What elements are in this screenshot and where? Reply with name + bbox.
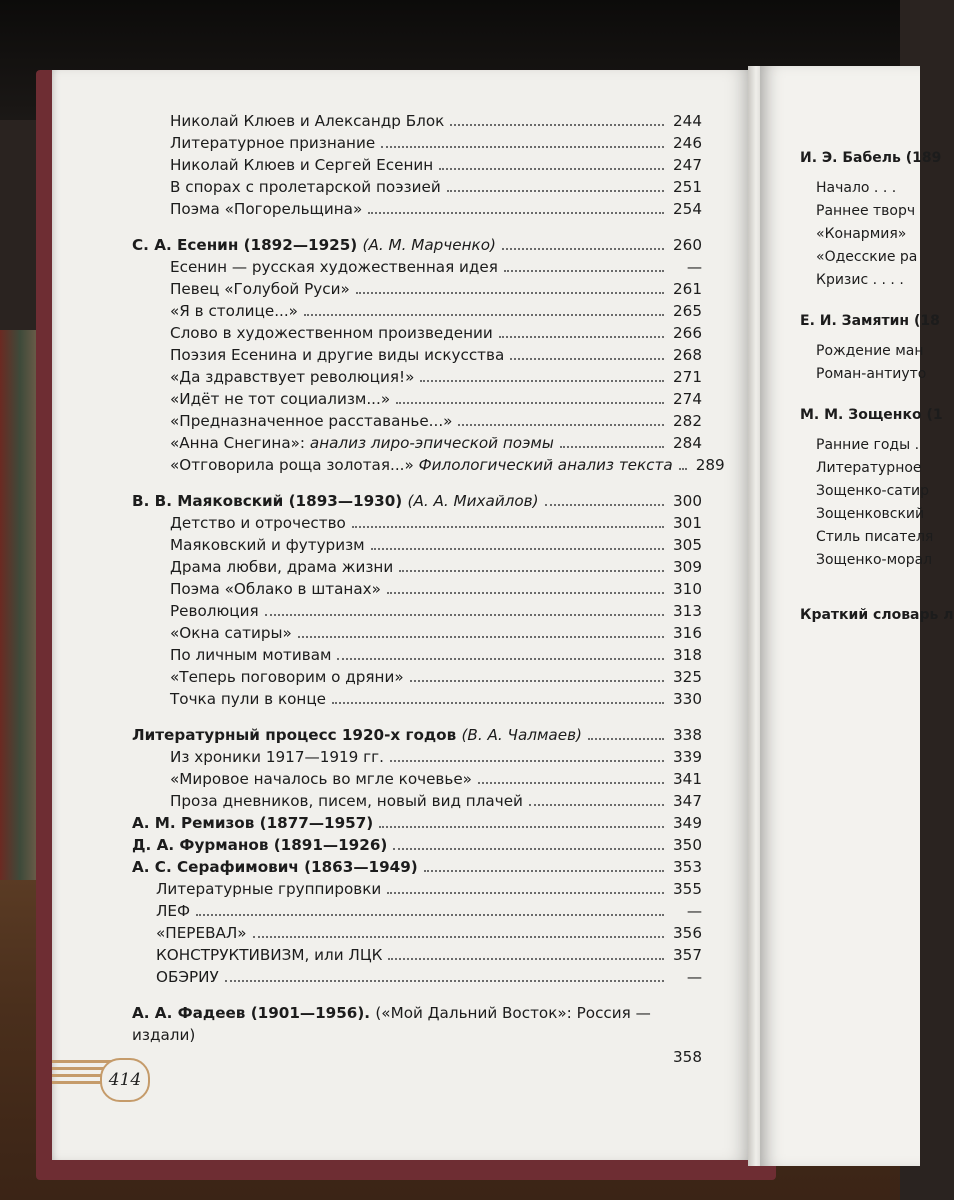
toc-entry (78, 324, 702, 346)
toc-entry: Зощенко-морал (816, 552, 933, 568)
toc-title-text: КОНСТРУКТИВИЗМ, или ЛЦК (156, 946, 383, 964)
toc-entry: Литературное (816, 460, 922, 476)
toc-leader-dots (529, 804, 664, 806)
toc-entry (78, 1048, 702, 1070)
toc-entry-title (170, 302, 302, 320)
toc-chapter (78, 814, 702, 836)
toc-title-text: Литературные группировки (156, 880, 382, 898)
toc-chapter: Краткий словарь л (800, 607, 954, 623)
toc-title-text: Слово в художественном произведении (170, 324, 493, 342)
toc-page-number: 339 (673, 748, 702, 766)
toc-entry-title (156, 946, 386, 964)
toc-entry (78, 536, 702, 558)
toc-title-text: Певец «Голубой Руси» (170, 280, 350, 298)
toc-entry-title (132, 236, 500, 254)
toc-leader-dots (504, 270, 664, 272)
toc-entry-title (170, 690, 330, 708)
toc-leader-dots (396, 402, 664, 404)
toc-entry-title (170, 770, 476, 788)
toc-entry-title (170, 624, 296, 642)
toc-title-text: Революция (170, 602, 259, 620)
toc-entry (78, 946, 702, 968)
toc-title-text: «Отговорила роща золотая...» (170, 456, 414, 474)
table-of-contents (78, 112, 725, 1070)
toc-title-text: С. А. Есенин (1892—1925) (132, 236, 358, 254)
toc-entry-title (170, 580, 385, 598)
toc-leader-dots (337, 658, 664, 660)
toc-title-text: Есенин — русская художественная идея (170, 258, 498, 276)
toc-page-number: 268 (673, 346, 702, 364)
toc-entry-title (156, 968, 223, 986)
toc-entry: Раннее творч (816, 203, 916, 219)
toc-chapter (78, 726, 702, 748)
toc-title-text: Поэзия Есенина и другие виды искусства (170, 346, 505, 364)
toc-entry-title (132, 1004, 655, 1022)
toc-title-text: Маяковский и футуризм (170, 536, 365, 554)
toc-title-text: ОБЭРИУ (156, 968, 219, 986)
toc-page-number: 265 (673, 302, 702, 320)
toc-title-text: «Анна Снегина»: (170, 434, 306, 452)
toc-page-number: 246 (673, 134, 702, 152)
toc-entry-title (170, 668, 408, 686)
toc-title-text: Николай Клюев и Сергей Есенин (170, 156, 434, 174)
toc-page-number: 313 (673, 602, 702, 620)
toc-leader-dots (447, 190, 664, 192)
toc-entry-title (170, 156, 437, 174)
toc-leader-dots (499, 336, 664, 338)
toc-page-number: — (686, 968, 702, 986)
toc-entry-title (170, 646, 335, 664)
toc-title-text: Из хроники 1917—1919 гг. (170, 748, 384, 766)
toc-title-text: Точка пули в конце (170, 690, 327, 708)
toc-title-italic: Филологический анализ текста (418, 456, 673, 474)
toc-page-number: 325 (673, 668, 702, 686)
toc-entry-title (170, 748, 388, 766)
toc-chapter: М. М. Зощенко (1 (800, 407, 943, 423)
toc-chapter (78, 1004, 702, 1026)
toc-title-text: «Мировое началось во мгле кочевье» (170, 770, 472, 788)
toc-page-number: 357 (673, 946, 702, 964)
toc-entry (78, 456, 725, 478)
toc-title-text: Николай Клюев и Александр Блок (170, 112, 445, 130)
toc-page-number: 316 (673, 624, 702, 642)
toc-entry (78, 434, 702, 456)
toc-entry (78, 558, 702, 580)
toc-entry (78, 690, 702, 712)
toc-entry: Зощенко-сатир (816, 483, 929, 499)
toc-leader-dots (424, 870, 664, 872)
toc-title-text: «Окна сатиры» (170, 624, 292, 642)
toc-entry-title (170, 178, 445, 196)
toc-title-text: «Да здравствует революция!» (170, 368, 415, 386)
toc-author: (А. А. Михайлов) (407, 492, 539, 510)
toc-author: (А. М. Марченко) (362, 236, 496, 254)
toc-entry: Ранние годы . (816, 437, 920, 453)
toc-title-text: Поэма «Погорельщина» (170, 200, 363, 218)
toc-entry-title (170, 200, 366, 218)
toc-entry: Рождение ман (816, 343, 924, 359)
toc-leader-dots (560, 446, 664, 448)
toc-entry (78, 792, 702, 814)
toc-page-number: 282 (673, 412, 702, 430)
toc-entry (78, 770, 702, 792)
toc-entry-continuation: издали) (132, 1026, 196, 1044)
toc-entry-title (170, 346, 508, 364)
toc-leader-dots (352, 526, 664, 528)
toc-title-text: Драма любви, драма жизни (170, 558, 394, 576)
toc-leader-dots (371, 548, 664, 550)
toc-leader-dots (439, 168, 664, 170)
toc-entry-title (132, 858, 422, 876)
toc-page-number: 251 (673, 178, 702, 196)
toc-leader-dots (420, 380, 664, 382)
toc-page-number: 310 (673, 580, 702, 598)
toc-page-number: 301 (673, 514, 702, 532)
toc-leader-dots (545, 504, 664, 506)
toc-leader-dots (502, 248, 664, 250)
toc-title-text: Детство и отрочество (170, 514, 346, 532)
toc-leader-dots (253, 936, 664, 938)
toc-title-text: «Идёт не тот социализм...» (170, 390, 391, 408)
toc-leader-dots (390, 760, 664, 762)
toc-page-number: 274 (673, 390, 702, 408)
toc-page-number: 266 (673, 324, 702, 342)
toc-entry-title (170, 280, 354, 298)
toc-entry (78, 602, 702, 624)
toc-title-text: А. М. Ремизов (1877—1957) (132, 814, 374, 832)
toc-page-number: 309 (673, 558, 702, 576)
toc-page-number: 260 (673, 236, 702, 254)
toc-entry (78, 902, 702, 924)
toc-entry (78, 924, 702, 946)
toc-entry (78, 968, 702, 990)
toc-page-number: 261 (673, 280, 702, 298)
toc-spacer (78, 478, 702, 492)
toc-leader-dots (332, 702, 664, 704)
toc-entry (78, 390, 702, 412)
toc-leader-dots (304, 314, 664, 316)
toc-page-number: 330 (673, 690, 702, 708)
toc-leader-dots (388, 958, 664, 960)
toc-entry-title (132, 836, 391, 854)
toc-entry-title (170, 602, 263, 620)
toc-page-number: 349 (673, 814, 702, 832)
toc-page-number: 353 (673, 858, 702, 876)
toc-entry: Роман-антиуто (816, 366, 927, 382)
toc-entry: Начало . . . (816, 180, 897, 196)
toc-title-text: «ПЕРЕВАЛ» (156, 924, 247, 942)
toc-entry (78, 112, 702, 134)
toc-page-number: 338 (673, 726, 702, 744)
toc-leader-dots (387, 592, 664, 594)
toc-entry-title (170, 112, 448, 130)
toc-page-number: 244 (673, 112, 702, 130)
toc-entry-title (170, 134, 379, 152)
toc-leader-dots (298, 636, 664, 638)
toc-leader-dots (265, 614, 664, 616)
toc-entry (78, 624, 702, 646)
toc-entry (78, 748, 702, 770)
toc-page-number: 347 (673, 792, 702, 810)
toc-entry-title (170, 324, 497, 342)
toc-title-text: «Предназначенное расставанье...» (170, 412, 453, 430)
toc-page-number: 355 (673, 880, 702, 898)
toc-entry-title (132, 492, 543, 510)
toc-page-number: 341 (673, 770, 702, 788)
toc-author: (В. А. Чалмаев) (461, 726, 582, 744)
toc-leader-dots (399, 570, 664, 572)
toc-entry-title (170, 368, 418, 386)
toc-entry (78, 346, 702, 368)
toc-entry (78, 302, 702, 324)
toc-entry: Стиль писателя (816, 529, 934, 545)
toc-entry-title (170, 258, 502, 276)
toc-entry-title (170, 412, 456, 430)
toc-entry (78, 280, 702, 302)
toc-title-text: Проза дневников, писем, новый вид плачей (170, 792, 523, 810)
page-number: 414 (100, 1058, 150, 1102)
toc-entry-title (170, 536, 369, 554)
toc-page-number: — (686, 258, 702, 276)
toc-leader-dots (588, 738, 664, 740)
toc-entry (78, 178, 702, 200)
toc-leader-dots (679, 468, 687, 470)
toc-leader-dots (478, 782, 664, 784)
toc-entry-title (170, 558, 397, 576)
toc-title-text: Д. А. Фурманов (1891—1926) (132, 836, 388, 854)
toc-entry-title (170, 792, 527, 810)
toc-leader-dots (458, 424, 664, 426)
toc-entry (78, 134, 702, 156)
toc-entry-title (132, 814, 377, 832)
toc-entry-title (156, 902, 194, 920)
toc-title-text: Литературное признание (170, 134, 376, 152)
toc-entry (78, 514, 702, 536)
toc-entry (78, 200, 702, 222)
toc-entry (78, 580, 702, 602)
toc-leader-dots (387, 892, 664, 894)
toc-entry-title (156, 924, 251, 942)
toc-page-number: 254 (673, 200, 702, 218)
toc-entry-title (170, 514, 350, 532)
toc-page-number: 350 (673, 836, 702, 854)
toc-entry (78, 368, 702, 390)
toc-leader-dots (381, 146, 664, 148)
toc-leader-dots (196, 914, 664, 916)
toc-entry-title (156, 880, 385, 898)
toc-entry-title (170, 456, 677, 474)
toc-page-number: 247 (673, 156, 702, 174)
toc-spacer (78, 712, 702, 726)
toc-entry (78, 258, 702, 280)
toc-entry: «Конармия» (816, 226, 907, 242)
toc-title-text: По личным мотивам (170, 646, 332, 664)
toc-chapter (78, 836, 702, 858)
toc-page-number: — (686, 902, 702, 920)
toc-spacer (78, 222, 702, 236)
toc-page-number: 305 (673, 536, 702, 554)
toc-page-number: 318 (673, 646, 702, 664)
toc-title-text: «Я в столице...» (170, 302, 298, 320)
toc-leader-dots (368, 212, 664, 214)
toc-title-text: А. С. Серафимович (1863—1949) (132, 858, 418, 876)
toc-chapter: И. Э. Бабель (189 (800, 150, 942, 166)
toc-leader-dots (510, 358, 664, 360)
toc-page-number: 284 (673, 434, 702, 452)
toc-page-number: 356 (673, 924, 702, 942)
toc-leader-dots (393, 848, 664, 850)
toc-entry (78, 156, 702, 178)
toc-entry (78, 646, 702, 668)
toc-chapter: Е. И. Замятин (18 (800, 313, 940, 329)
toc-title-text: ЛЕФ (156, 902, 191, 920)
toc-title-italic: анализ лиро-эпической поэмы (309, 434, 554, 452)
toc-page-number: 271 (673, 368, 702, 386)
toc-entry: Зощенковский (816, 506, 925, 522)
toc-title-text: В. В. Маяковский (1893—1930) (132, 492, 403, 510)
toc-chapter (78, 492, 702, 514)
toc-chapter (78, 236, 702, 258)
toc-entry-title (132, 726, 586, 744)
toc-leader-dots (450, 124, 664, 126)
toc-entry-title (170, 390, 394, 408)
toc-title-text: Поэма «Облако в штанах» (170, 580, 381, 598)
right-page (760, 66, 954, 1166)
toc-leader-dots (379, 826, 664, 828)
toc-title-text: А. А. Фадеев (1901—1956). (132, 1004, 371, 1022)
toc-page-number: 358 (673, 1048, 702, 1066)
toc-entry (78, 880, 702, 902)
toc-entry: Кризис . . . . (816, 272, 904, 288)
toc-entry (78, 412, 702, 434)
toc-entry: «Одесские ра (816, 249, 918, 265)
toc-page-number: 300 (673, 492, 702, 510)
toc-title-text: «Теперь поговорим о дряни» (170, 668, 404, 686)
toc-title-text: В спорах с пролетарской поэзией (170, 178, 441, 196)
toc-page-number: 289 (695, 456, 725, 474)
toc-entry (78, 668, 702, 690)
toc-entry-title (170, 434, 558, 452)
toc-leader-dots (225, 980, 664, 982)
toc-title-tail: («Мой Дальний Восток»: Россия — (375, 1004, 651, 1022)
toc-title-text: Литературный процесс 1920-х годов (132, 726, 457, 744)
toc-spacer (78, 990, 702, 1004)
toc-leader-dots (410, 680, 664, 682)
toc-leader-dots (356, 292, 664, 294)
toc-chapter (78, 858, 702, 880)
